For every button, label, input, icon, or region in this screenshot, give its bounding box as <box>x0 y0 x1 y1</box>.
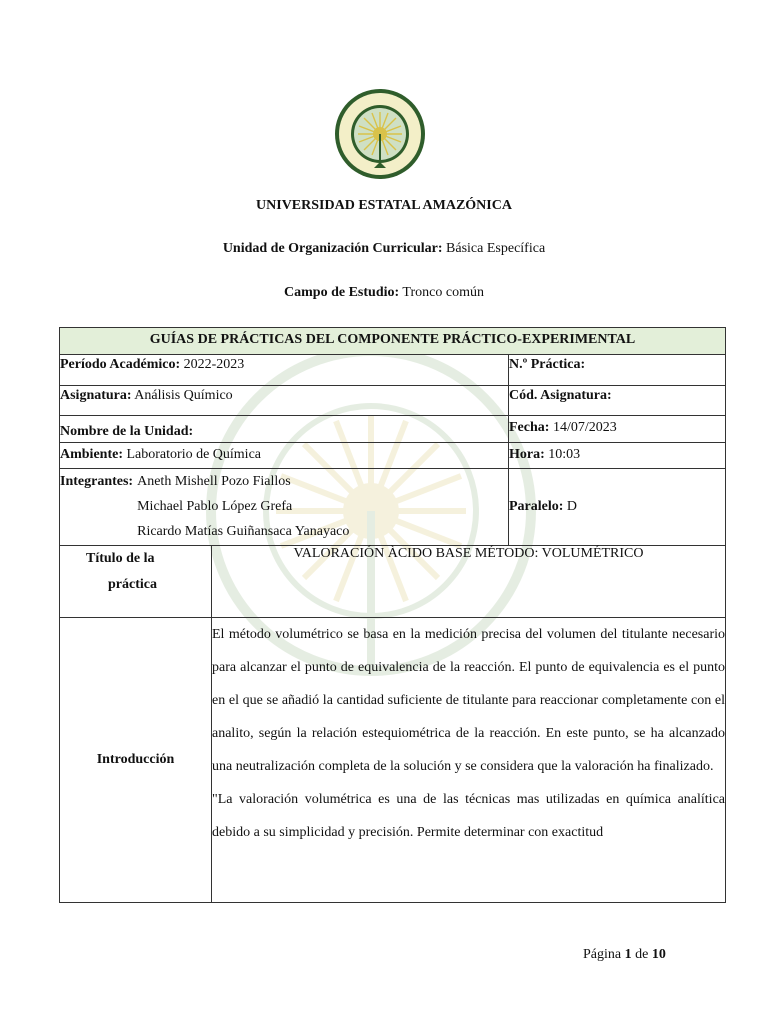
unit-name-label: Nombre de la Unidad: <box>60 424 194 439</box>
curricular-unit-label: Unidad de Organización Curricular: <box>222 241 443 256</box>
time-value: 10:03 <box>548 447 581 462</box>
environment-value: Laboratorio de Química <box>126 447 262 462</box>
practice-title-label-line1: Título de la <box>86 551 155 566</box>
date-cell <box>509 416 726 443</box>
subject-value: Análisis Químico <box>134 388 233 403</box>
introduction-label: Introducción <box>60 618 212 903</box>
period-cell <box>60 355 509 386</box>
page-total: 10 <box>651 947 666 962</box>
time-label: Hora: <box>509 447 545 462</box>
introduction-paragraph: El método volumétrico se basa en la medición precisa del volumen del titulante necesario para alcanzar el punto de equivalencia de la reacción. El punto de equivalencia es el punto en el que se añadió la cantidad suficiente de titulante para reaccionar completamente con el analito, según la relación estequiométrica de la reacción. En este punto, se ha alcanzado una neutralización completa de la solución y se considera que la valoración ha finalizado. <box>212 627 725 774</box>
practice-title-label-line2: práctica <box>108 577 157 592</box>
date-label: Fecha: <box>509 420 550 435</box>
introduction-paragraph: "La valoración volumétrica es una de las técnicas mas utilizadas en química analítica debido a su simplicidad y precisión. Permite determinar con exactitud <box>212 792 725 840</box>
members-label: Integrantes: <box>60 474 134 489</box>
page-current: 1 <box>624 947 632 962</box>
table-heading: GUÍAS DE PRÁCTICAS DEL COMPONENTE PRÁCTICO-EXPERIMENTAL <box>60 328 726 355</box>
study-field-line <box>0 285 768 301</box>
study-field-value: Tronco común <box>402 285 484 300</box>
study-field-label: Campo de Estudio: <box>284 285 400 300</box>
university-seal-logo <box>334 88 426 180</box>
section-label: Paralelo: <box>509 499 564 514</box>
section-value: D <box>566 499 578 514</box>
practice-guide-table <box>59 327 726 903</box>
period-value: 2022-2023 <box>183 357 245 372</box>
date-value: 14/07/2023 <box>552 420 617 435</box>
introduction-text-cell <box>212 618 726 903</box>
unit-name-cell <box>60 416 509 443</box>
page-number <box>583 947 666 963</box>
university-name: UNIVERSIDAD ESTATAL AMAZÓNICA <box>256 198 512 213</box>
environment-cell <box>60 443 509 469</box>
subject-code-cell <box>509 386 726 416</box>
period-label: Período Académico: <box>60 357 181 372</box>
subject-cell <box>60 386 509 416</box>
page-of: de <box>635 947 649 962</box>
section-cell <box>509 469 726 546</box>
page-word: Página <box>583 947 622 962</box>
member-name: Aneth Mishell Pozo Fiallos <box>137 474 291 489</box>
curricular-unit-value: Básica Específica <box>446 241 546 256</box>
environment-label: Ambiente: <box>60 447 123 462</box>
subject-code-label: Cód. Asignatura: <box>509 388 612 403</box>
practice-title-value: VALORACIÓN ÀCIDO BASE MÉTODO: VOLUMÉTRICO <box>212 546 726 618</box>
curricular-unit-line <box>0 241 768 257</box>
subject-label: Asignatura: <box>60 388 132 403</box>
time-cell <box>509 443 726 469</box>
practice-number-cell <box>509 355 726 386</box>
member-name: Michael Pablo López Grefa <box>137 499 293 514</box>
practice-number-label: N.º Práctica: <box>509 357 586 372</box>
members-cell <box>60 469 509 546</box>
member-name: Ricardo Matías Guiñansaca Yanayaco <box>137 524 350 539</box>
practice-title-label-cell <box>60 546 212 618</box>
